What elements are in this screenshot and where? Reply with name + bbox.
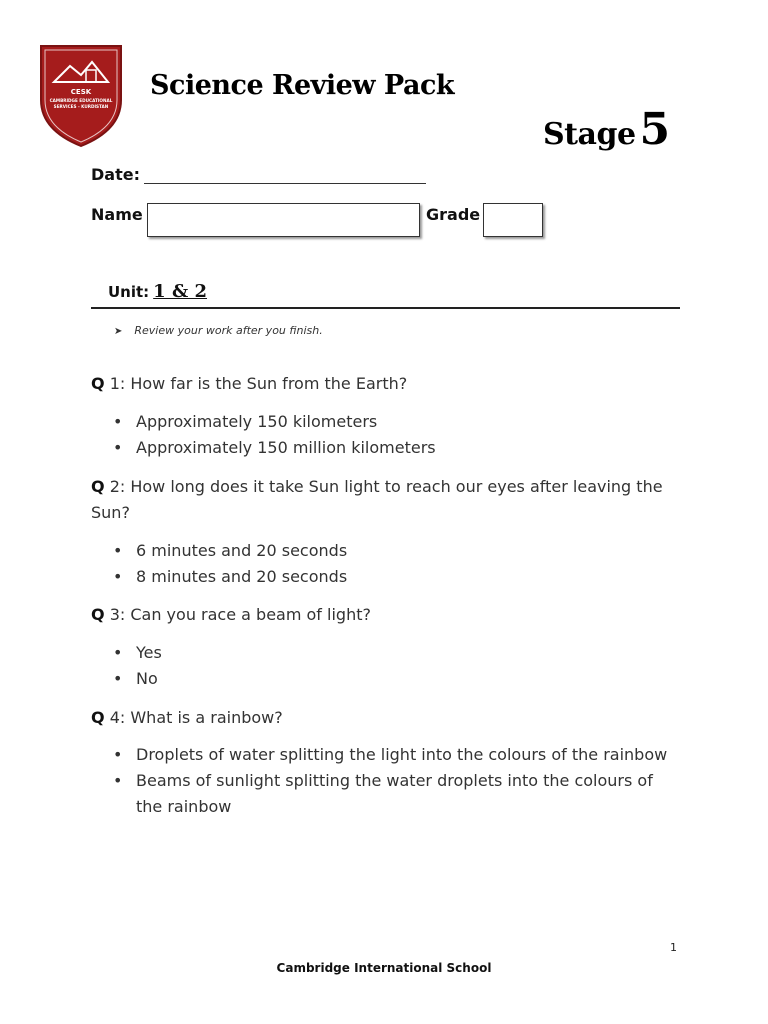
option-item[interactable]: • Approximately 150 million kilometers [111,435,676,461]
logo-subtext-line1: CAMBRIDGE EDUCATIONAL [49,98,113,103]
question-text: 1: How far is the Sun from the Earth? [104,374,408,393]
question-label: Q [91,374,105,393]
question-label: Q [91,477,105,496]
unit-label: Unit: [108,283,150,301]
question-1 [91,371,681,397]
date-row [91,165,426,184]
option-item[interactable]: • Yes [111,640,676,666]
question-text: 3: Can you race a beam of light? [104,605,371,624]
logo-subtext-line2: SERVICES - KURDISTAN [53,104,109,109]
shield-logo-icon [38,42,124,148]
date-label: Date: [91,165,140,184]
arrow-bullet-icon: ➤ [114,326,123,337]
option-item[interactable]: • No [111,666,676,692]
instruction-text: Review your work after you finish. [134,324,323,337]
stage-word: Stage [543,117,636,152]
school-logo [38,42,124,148]
question-4-options [111,742,676,820]
unit-value: 1 & 2 [153,281,208,302]
question-1-options [111,409,676,461]
grade-label: Grade [426,205,481,224]
question-3-options [111,640,676,692]
question-label: Q [91,708,105,727]
page-number: 1 [670,941,677,954]
option-item[interactable]: • 6 minutes and 20 seconds [111,538,676,564]
stage-heading [543,104,670,155]
unit-row [108,281,207,302]
section-divider [91,307,680,309]
option-item[interactable]: • 8 minutes and 20 seconds [111,564,676,590]
name-label: Name [91,205,143,224]
question-4 [91,705,681,731]
instruction-line [114,324,323,337]
stage-number: 5 [639,104,671,155]
option-item[interactable]: • Approximately 150 kilometers [111,409,676,435]
grade-input-box[interactable] [483,203,543,237]
option-item[interactable]: • Beams of sunlight splitting the water droplets into the colours of the rainbow [111,768,676,820]
question-2 [91,474,681,526]
logo-text: CESK [70,88,92,96]
date-input-line[interactable] [144,167,426,184]
page-title: Science Review Pack [150,70,455,101]
question-text: 4: What is a rainbow? [104,708,283,727]
question-label: Q [91,605,105,624]
question-3 [91,602,681,628]
option-item[interactable]: • Droplets of water splitting the light into the colours of the rainbow [111,742,676,768]
question-2-options [111,538,676,590]
question-text: 2: How long does it take Sun light to reach our eyes after leaving the Sun? [91,477,663,522]
name-input-box[interactable] [147,203,420,237]
footer-school-name: Cambridge International School [276,961,492,975]
